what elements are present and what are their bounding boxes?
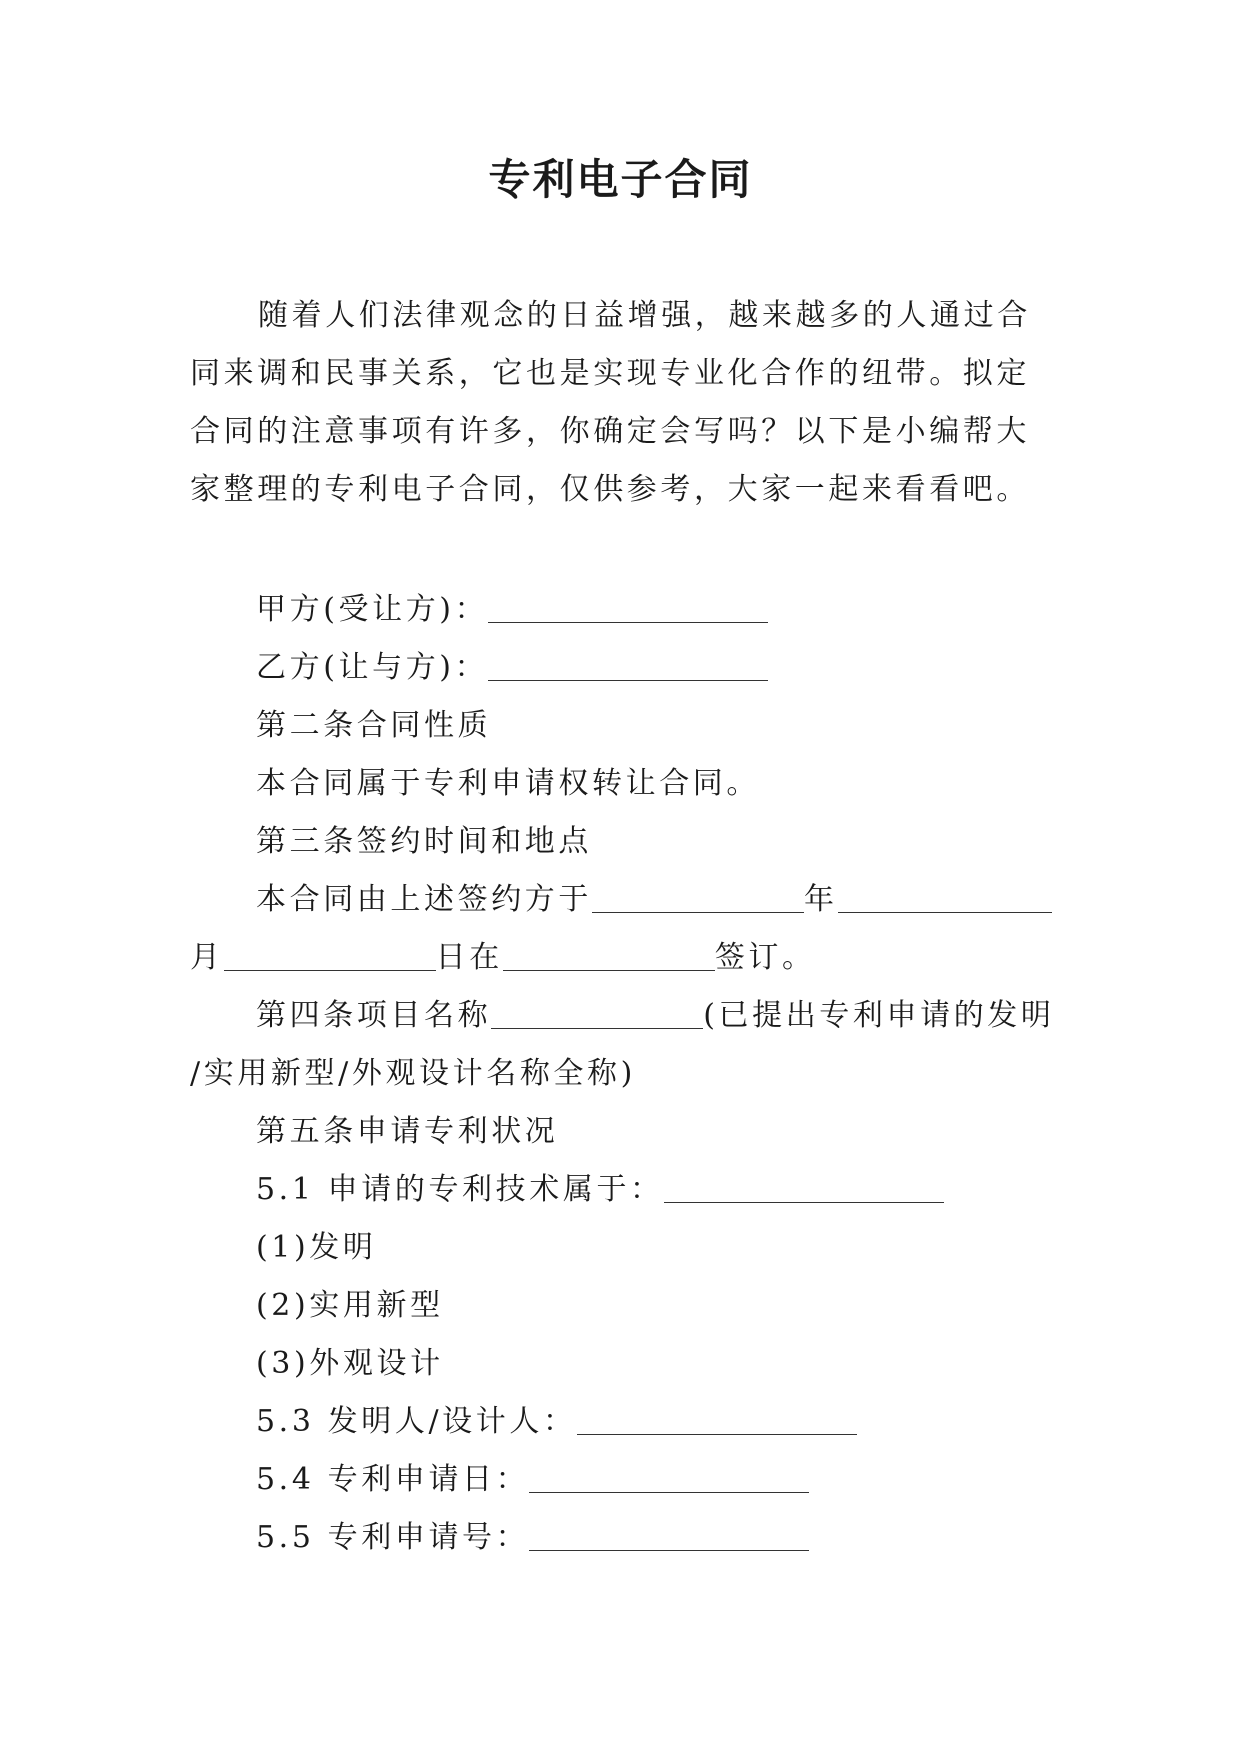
- party-a-blank[interactable]: [488, 592, 768, 623]
- item-5-4-blank[interactable]: [529, 1462, 809, 1493]
- signed-label: 签订。: [714, 940, 816, 975]
- item-5-4-label: 5.4 专利申请日：: [256, 1462, 530, 1497]
- item-5-5-blank[interactable]: [529, 1520, 809, 1551]
- item-5-5-label: 5.5 专利申请号：: [256, 1520, 530, 1555]
- item-5-1-label: 5.1 申请的专利技术属于：: [256, 1172, 664, 1207]
- year-blank[interactable]: [592, 882, 804, 913]
- article-3-text: 本合同由上述签约方于: [256, 882, 592, 917]
- item-5-3-label: 5.3 发明人/设计人：: [256, 1404, 577, 1439]
- month-label: 月: [190, 940, 224, 975]
- article-5-title: 第五条申请专利状况: [256, 1114, 559, 1149]
- project-name-blank[interactable]: [491, 998, 703, 1029]
- article-2-text: 本合同属于专利申请权转让合同。: [256, 766, 760, 801]
- party-b-line: [190, 639, 1050, 697]
- party-a-line: [190, 581, 1050, 639]
- item-5-4-line: [190, 1451, 1050, 1509]
- item-5-3-blank[interactable]: [577, 1404, 857, 1435]
- place-blank[interactable]: [503, 940, 715, 971]
- party-b-label: 乙方(让与方)：: [256, 650, 489, 685]
- day-at-label: 日在: [435, 940, 503, 975]
- year-label: 年: [804, 882, 838, 917]
- contract-clauses: [190, 581, 1055, 1567]
- document-body: [190, 287, 1055, 1567]
- intro-paragraph: 随着人们法律观念的日益增强，越来越多的人通过合同来调和民事关系，它也是实现专业化合作的纽带。拟定合同的注意事项有许多，你确定会写吗？以下是小编帮大家整理的专利电子合同，仅供参考，大家一起来看看吧。: [190, 298, 1031, 507]
- day-blank[interactable]: [224, 940, 436, 971]
- item-5-1-line: [190, 1161, 1050, 1219]
- document-title: 专利电子合同: [488, 155, 753, 204]
- party-a-label: 甲方(受让方)：: [256, 592, 489, 627]
- article-3-title: 第三条签约时间和地点: [256, 824, 592, 859]
- article-4-note-b: /实用新型/外观设计名称全称): [190, 1056, 636, 1091]
- item-5-3-line: [190, 1393, 1050, 1451]
- party-b-blank[interactable]: [488, 650, 768, 681]
- option-3: (3)外观设计: [256, 1346, 444, 1381]
- article-2-title: 第二条合同性质: [256, 708, 492, 743]
- option-2: (2)实用新型: [256, 1288, 444, 1323]
- month-blank[interactable]: [838, 882, 1052, 913]
- article-4-title: 第四条项目名称: [256, 998, 492, 1033]
- item-5-5-line: [190, 1509, 1050, 1567]
- option-1: (1)发明: [256, 1230, 377, 1265]
- article-3-place-line: [190, 929, 1050, 987]
- article-3-date-line: [190, 871, 1050, 929]
- article-4-note-a: (已提出专利申请的发明: [703, 998, 1055, 1033]
- article-4-line: [190, 987, 1055, 1045]
- item-5-1-blank[interactable]: [664, 1172, 944, 1203]
